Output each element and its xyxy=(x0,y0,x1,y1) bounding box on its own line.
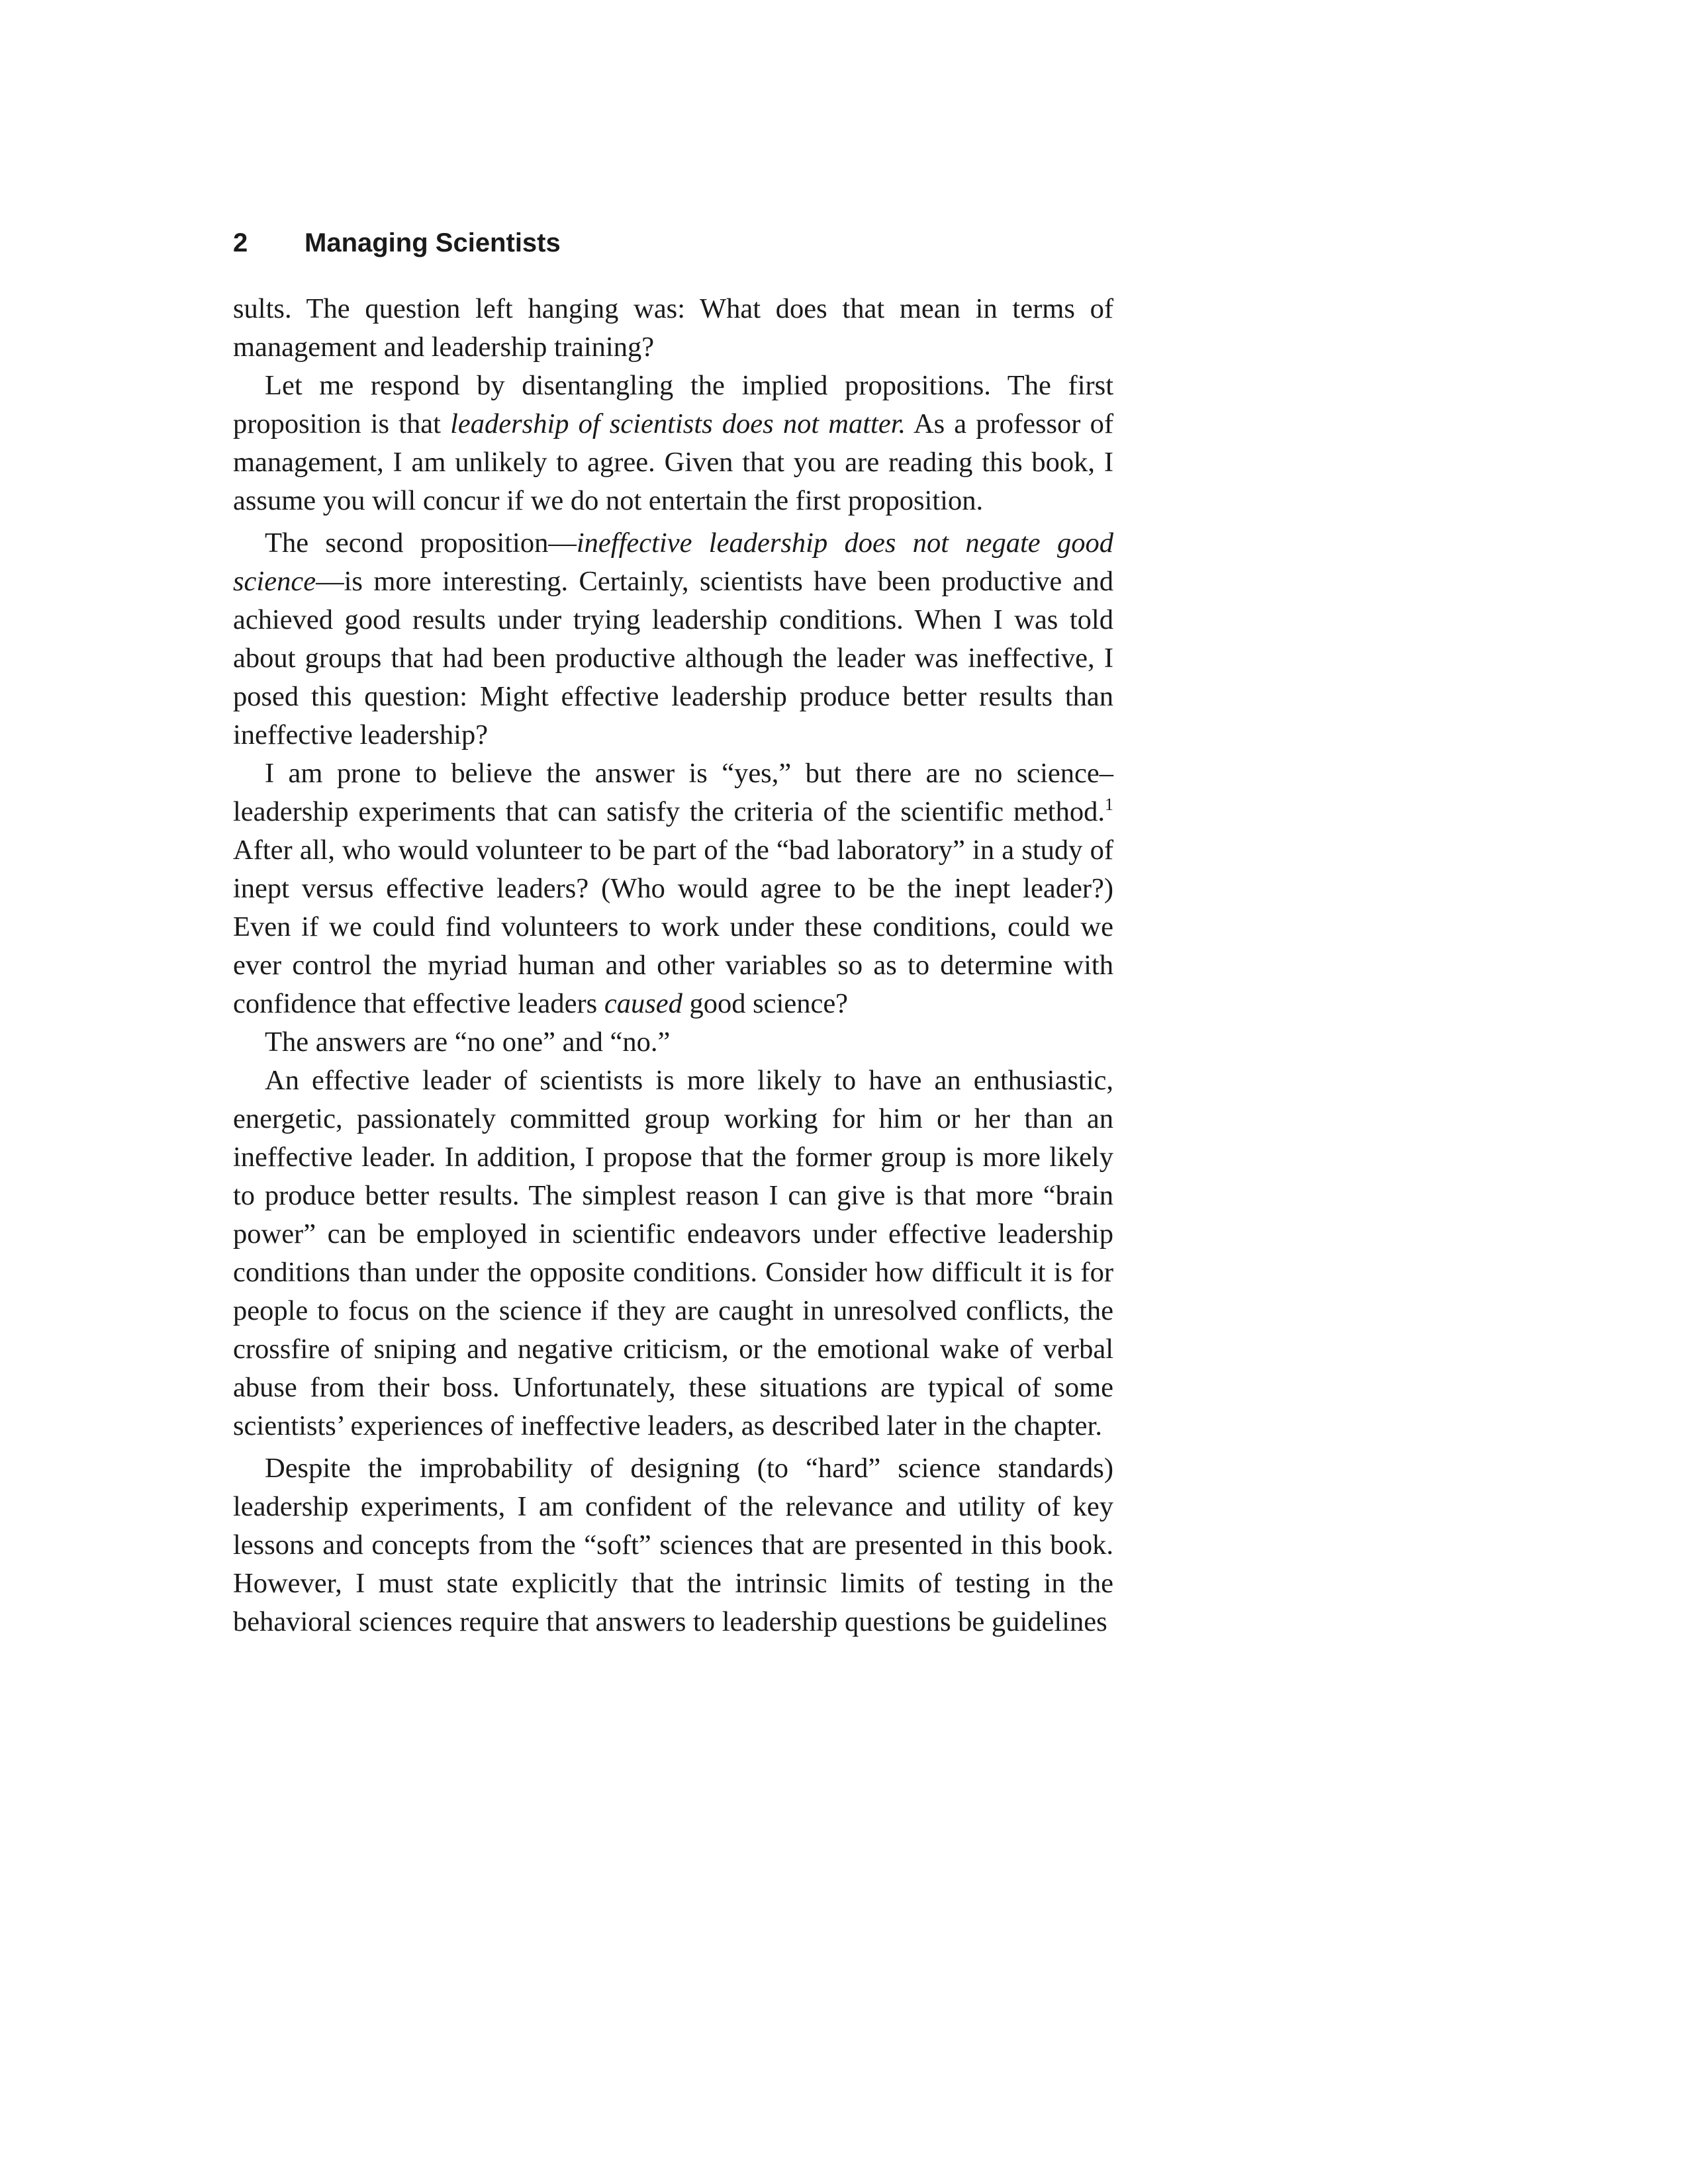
paragraph-6-text: An effective leader of scientists is more likely to have an enthusiastic, energetic, passionately committed group working for him or her than an ineffective leader. In addition, I propose that the former group is more likely to produce better results. The simplest reason I can give is that more “brain power” can be employed in scientific endeavors under effective leadership conditions than under the opposite conditions. Consider how difficult it is for people to focus on the science if they are caught in unresolved conflicts, the crossfire of sniping and negative criticism, or the emotional wake of verbal abuse from their boss. Unfortunately, these situations are typical of some scientists’ experiences of ineffective leaders, as described later in the chapter. xyxy=(233,1065,1113,1441)
paragraph-7 xyxy=(233,1449,1113,1641)
paragraph-3 xyxy=(233,524,1113,754)
footnote-marker: 1 xyxy=(1105,795,1113,814)
paragraph-4-emphasis: caused xyxy=(604,988,682,1019)
paragraph-3-emphasis: ineffective leadership does not negate good science xyxy=(233,527,1113,597)
paragraph-5 xyxy=(233,1023,1113,1062)
paragraph-4-text-b: After all, who would volunteer to be part of the “bad laboratory” in a study of inept versus effective leaders? (Who would agree to be the inept leader?) Even if we could find volunteers to work under these conditions, could we ever control the myriad human and other variables so as to determine with confidence that effective leaders xyxy=(233,835,1113,1019)
paragraph-3-text-a: The second proposition— xyxy=(265,527,577,559)
paragraph-1 xyxy=(233,290,1113,367)
paragraph-1-text: sults. The question left hanging was: What does that mean in terms of management and leadership training? xyxy=(233,293,1113,363)
paragraph-4-text-a: I am prone to believe the answer is “yes,” but there are no science–leadership experiments that can satisfy the criteria of the scientific method. xyxy=(233,758,1113,827)
paragraph-2-text-b: As a professor of management, I am unlikely to agree. Given that you are reading this book, I assume you will concur if we do not entertain the first proposition. xyxy=(233,408,1113,516)
paragraph-2 xyxy=(233,367,1113,520)
running-head xyxy=(233,226,561,259)
paragraph-6 xyxy=(233,1062,1113,1445)
page-number: 2 xyxy=(233,228,248,257)
paragraph-2-text-a: Let me respond by disentangling the implied propositions. The first proposition is that xyxy=(233,370,1113,439)
paragraph-4-text-c: good science? xyxy=(682,988,849,1019)
paragraph-5-text: The answers are “no one” and “no.” xyxy=(265,1026,671,1058)
paragraph-4 xyxy=(233,754,1113,1023)
paragraph-3-text-b: —is more interesting. Certainly, scientists have been productive and achieved good results under trying leadership conditions. When I was told about groups that had been productive although the leader was ineffective, I posed this question: Might effective leadership produce better results than ineffective leadership? xyxy=(233,566,1113,751)
paragraph-2-emphasis: leadership of scientists does not matter. xyxy=(450,408,906,439)
paragraph-7-text: Despite the improbability of designing (to “hard” science standards) leadership experiments, I am confident of the relevance and utility of key lessons and concepts from the “soft” sciences that are presented in this book. However, I must state explicitly that the intrinsic limits of testing in the behavioral sciences require that answers to leadership questions be guidelines xyxy=(233,1453,1113,1637)
book-title: Managing Scientists xyxy=(305,228,561,257)
body-text xyxy=(233,290,1113,1641)
